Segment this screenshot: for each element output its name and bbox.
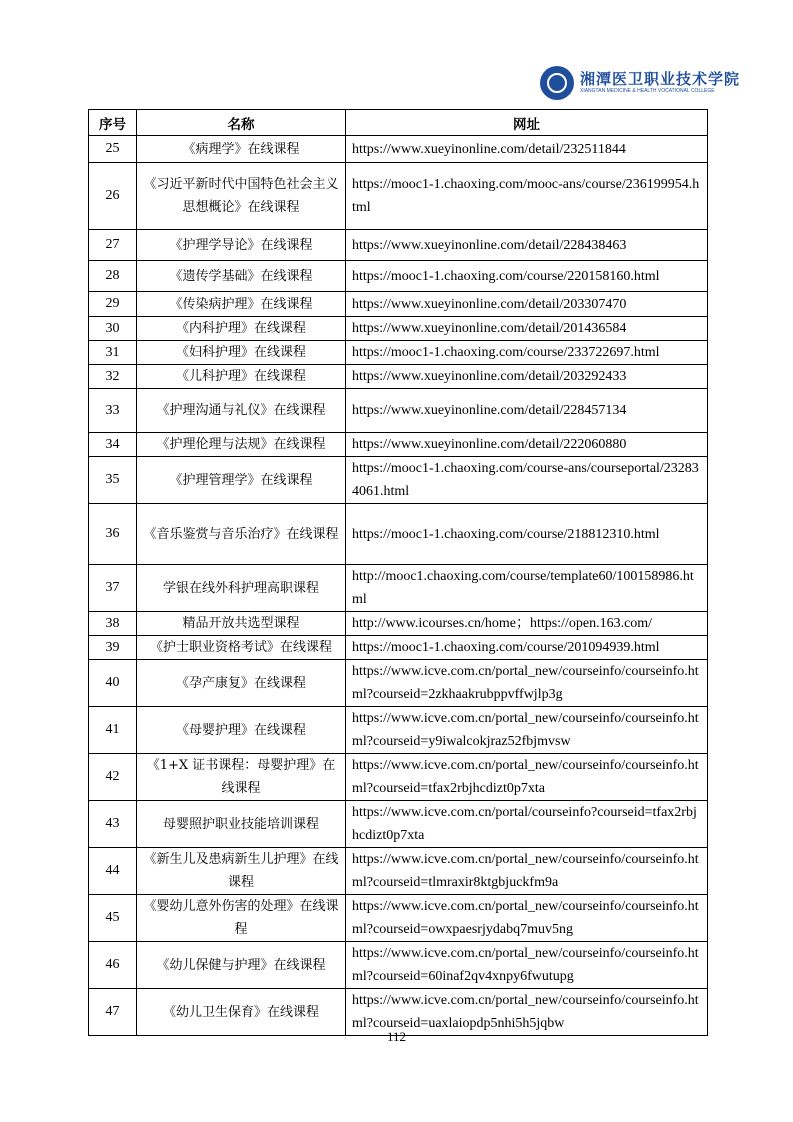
course-url: https://www.icve.com.cn/portal_new/courseinfo/courseinfo.html?courseid=owxpaesrjydabq7muv5ng [346,895,708,942]
course-url: https://www.xueyinonline.com/detail/232511844 [346,136,708,163]
table-row [89,389,708,433]
column-header-name: 名称 [137,110,346,136]
row-number: 35 [89,457,137,504]
table-row [89,942,708,989]
row-number: 27 [89,230,137,261]
table-row [89,457,708,504]
row-number: 33 [89,389,137,433]
college-seal-icon [540,66,574,100]
course-name: 《音乐鉴赏与音乐治疗》在线课程 [137,504,346,565]
table-row [89,261,708,292]
course-url: https://mooc1-1.chaoxing.com/course/220158160.html [346,261,708,292]
table-header-row [89,110,708,136]
course-name: 《幼儿保健与护理》在线课程 [137,942,346,989]
row-number: 34 [89,433,137,457]
course-name: 《护士职业资格考试》在线课程 [137,636,346,660]
table-row [89,163,708,230]
course-url: https://www.icve.com.cn/portal_new/courseinfo/courseinfo.html?courseid=uaxlaiopdp5nhi5h5jqbw [346,989,708,1036]
row-number: 44 [89,848,137,895]
row-number: 47 [89,989,137,1036]
table-row [89,801,708,848]
table-row [89,895,708,942]
course-name: 《护理学导论》在线课程 [137,230,346,261]
table-row [89,136,708,163]
course-name: 《习近平新时代中国特色社会主义思想概论》在线课程 [137,163,346,230]
course-url: https://www.icve.com.cn/portal_new/courseinfo/courseinfo.html?courseid=60inaf2qv4xnpy6fwutupg [346,942,708,989]
course-table [88,109,708,1036]
row-number: 36 [89,504,137,565]
course-name: 精品开放共选型课程 [137,612,346,636]
table-row [89,754,708,801]
course-name: 《护理沟通与礼仪》在线课程 [137,389,346,433]
course-name: 《内科护理》在线课程 [137,317,346,341]
course-url: https://mooc1-1.chaoxing.com/course-ans/courseportal/232834061.html [346,457,708,504]
row-number: 45 [89,895,137,942]
row-number: 42 [89,754,137,801]
course-url: https://www.icve.com.cn/portal/courseinfo?courseid=tfax2rbjhcdizt0p7xta [346,801,708,848]
table-row [89,707,708,754]
row-number: 39 [89,636,137,660]
row-number: 41 [89,707,137,754]
college-logo [540,66,740,100]
table-row [89,292,708,317]
course-name: 《传染病护理》在线课程 [137,292,346,317]
row-number: 43 [89,801,137,848]
course-url: https://www.xueyinonline.com/detail/203307470 [346,292,708,317]
course-url: https://mooc1-1.chaoxing.com/course/201094939.html [346,636,708,660]
course-name: 《病理学》在线课程 [137,136,346,163]
course-url: https://www.xueyinonline.com/detail/228457134 [346,389,708,433]
course-url: https://www.icve.com.cn/portal_new/courseinfo/courseinfo.html?courseid=tfax2rbjhcdizt0p7xta [346,754,708,801]
course-url: https://www.xueyinonline.com/detail/201436584 [346,317,708,341]
table-row [89,341,708,365]
logo-chinese-name: 湘潭医卫职业技术学院 [580,70,741,88]
course-name: 《婴幼儿意外伤害的处理》在线课程 [137,895,346,942]
course-url: https://www.xueyinonline.com/detail/228438463 [346,230,708,261]
course-name: 《幼儿卫生保育》在线课程 [137,989,346,1036]
row-number: 30 [89,317,137,341]
table-row [89,565,708,612]
logo-english-name: XIANGTAN MEDICINE & HEALTH VOCATIONAL COLLEGE [580,88,715,94]
course-url: https://www.icve.com.cn/portal_new/courseinfo/courseinfo.html?courseid=y9iwalcokjraz52fbjmvsw [346,707,708,754]
table-row [89,504,708,565]
course-url: https://mooc1-1.chaoxing.com/mooc-ans/course/236199954.html [346,163,708,230]
table-row [89,317,708,341]
course-name: 《护理伦理与法规》在线课程 [137,433,346,457]
table-row [89,660,708,707]
course-name: 学银在线外科护理高职课程 [137,565,346,612]
course-name: 母婴照护职业技能培训课程 [137,801,346,848]
course-url: http://mooc1.chaoxing.com/course/template60/100158986.html [346,565,708,612]
course-name: 《护理管理学》在线课程 [137,457,346,504]
course-url: https://www.icve.com.cn/portal_new/courseinfo/courseinfo.html?courseid=tlmraxir8ktgbjuckfm9a [346,848,708,895]
row-number: 28 [89,261,137,292]
course-name: 《遗传学基础》在线课程 [137,261,346,292]
course-name: 《新生儿及患病新生儿护理》在线课程 [137,848,346,895]
table-row [89,433,708,457]
row-number: 40 [89,660,137,707]
course-url: http://www.icourses.cn/home；https://open.163.com/ [346,612,708,636]
course-name: 《儿科护理》在线课程 [137,365,346,389]
row-number: 25 [89,136,137,163]
row-number: 38 [89,612,137,636]
row-number: 37 [89,565,137,612]
row-number: 29 [89,292,137,317]
course-name: 《孕产康复》在线课程 [137,660,346,707]
course-name: 《1+X 证书课程：母婴护理》在线课程 [137,754,346,801]
course-url: https://mooc1-1.chaoxing.com/course/218812310.html [346,504,708,565]
course-url: https://www.xueyinonline.com/detail/222060880 [346,433,708,457]
table-row [89,636,708,660]
table-row [89,365,708,389]
table-row [89,230,708,261]
table-row [89,848,708,895]
row-number: 46 [89,942,137,989]
row-number: 32 [89,365,137,389]
row-number: 31 [89,341,137,365]
row-number: 26 [89,163,137,230]
course-name: 《母婴护理》在线课程 [137,707,346,754]
column-header-seq: 序号 [89,110,137,136]
table-row [89,612,708,636]
course-url: https://www.icve.com.cn/portal_new/courseinfo/courseinfo.html?courseid=2zkhaakrubppvffwjlp3g [346,660,708,707]
course-name: 《妇科护理》在线课程 [137,341,346,365]
course-url: https://www.xueyinonline.com/detail/203292433 [346,365,708,389]
course-url: https://mooc1-1.chaoxing.com/course/233722697.html [346,341,708,365]
column-header-url: 网址 [346,110,708,136]
page-number: 112 [386,1029,407,1044]
